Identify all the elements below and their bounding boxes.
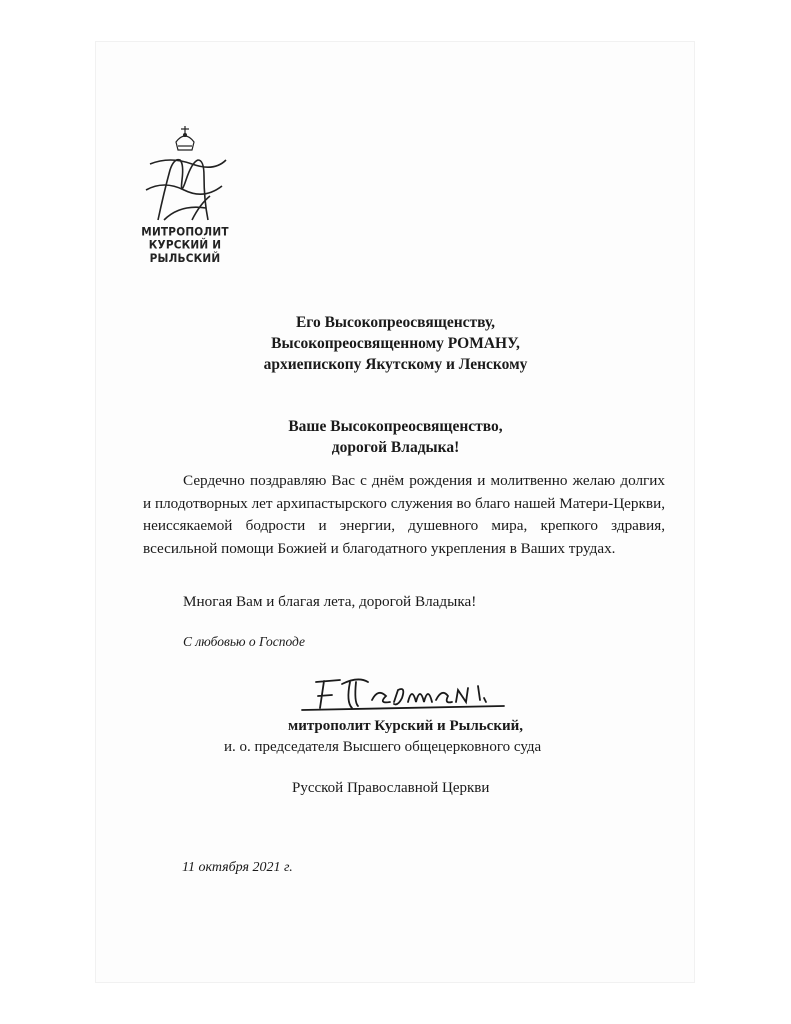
salutation-line1: Ваше Высокопреосвященство, — [288, 418, 503, 435]
letterhead-crest — [130, 120, 240, 266]
closing-line: С любовью о Господе — [183, 634, 306, 649]
monogram-crown-icon — [130, 120, 240, 224]
letterhead-line1: МИТРОПОЛИТ — [141, 225, 229, 239]
addressee-line3: архиепископу Якутскому и Ленскому — [263, 356, 528, 373]
salutation-block — [100, 416, 691, 458]
addressee-block — [100, 312, 691, 375]
letterhead-line2: КУРСКИЙ И РЫЛЬСКИЙ — [148, 238, 222, 266]
signatory-title-line2: и. о. председателя Высшего общецерковного суда — [224, 739, 542, 755]
salutation-line2: дорогой Владыка! — [331, 439, 460, 456]
addressee-line1: Его Высокопреосвященству, — [295, 314, 496, 331]
signatory-title-line3: Русской Православной Церкви — [292, 780, 490, 796]
body-paragraph: Сердечно поздравляю Вас с днём рождения и молитвенно желаю долгих и плодотворных лет архипастырского служения во благо нашей Матери-Церкви, неиссякаемой бодрости и энергии, душевного мира, крепкого здравия, всесильной помощи Божией и благодатного укрепления в Ваших трудах. — [143, 472, 665, 557]
signatory-title-line1: митрополит Курский и Рыльский, — [288, 718, 524, 734]
wish-line: Многая Вам и благая лета, дорогой Владыка! — [183, 593, 477, 610]
letter-date: 11 октября 2021 г. — [182, 860, 293, 875]
addressee-line2: Высокопреосвященному РОМАНУ, — [271, 335, 520, 352]
